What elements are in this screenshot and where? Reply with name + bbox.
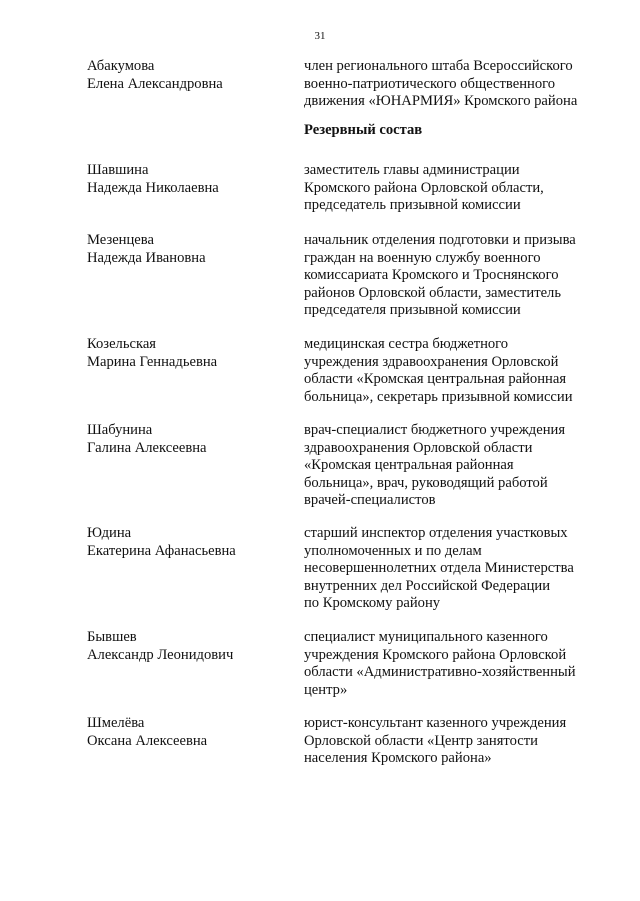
member-surname: Шабунина	[87, 422, 153, 438]
role-line: уполномоченных и по делам	[304, 542, 482, 559]
role-line: начальник отделения подготовки и призыва	[304, 232, 576, 248]
role-line: врачей-специалистов	[304, 492, 436, 508]
member-surname: Абакумова	[87, 58, 155, 74]
member-role	[304, 422, 614, 510]
role-line: юрист-консультант казенного учреждения	[304, 715, 567, 731]
member-given-names: Марина Геннадьевна	[87, 353, 218, 370]
member-given-names: Галина Алексеевна	[87, 439, 207, 456]
member-given-names: Елена Александровна	[87, 75, 223, 92]
member-name	[87, 58, 287, 93]
member-surname: Козельская	[87, 336, 157, 352]
member-name	[87, 232, 287, 267]
role-line: комиссариата Кромского и Троснянского	[304, 267, 559, 283]
member-name	[87, 715, 287, 750]
role-line: здравоохранения Орловской области	[304, 439, 533, 456]
member-given-names: Екатерина Афанасьевна	[87, 542, 236, 559]
member-given-names: Надежда Николаевна	[87, 179, 219, 196]
member-role	[304, 629, 614, 699]
role-line: заместитель главы администрации	[304, 162, 520, 178]
role-line: старший инспектор отделения участковых	[304, 525, 568, 541]
role-line: председатель призывной комиссии	[304, 197, 521, 213]
section-heading: Резервный состав	[304, 122, 423, 138]
role-line: центр»	[304, 681, 348, 698]
member-role	[304, 336, 614, 406]
member-given-names: Александр Леонидович	[87, 646, 234, 663]
member-role	[304, 525, 614, 613]
role-line: внутренних дел Российской Федерации	[304, 577, 551, 594]
member-given-names: Оксана Алексеевна	[87, 732, 208, 749]
role-line: больница», врач, руководящий работой	[304, 474, 548, 491]
role-line: по Кромскому району	[304, 595, 441, 611]
member-name	[87, 525, 287, 560]
member-surname: Бывшев	[87, 629, 137, 645]
page-number: 31	[314, 30, 326, 42]
role-line: учреждения здравоохранения Орловской	[304, 353, 559, 370]
role-line: области «Административно-хозяйственный	[304, 664, 576, 680]
member-surname: Шавшина	[87, 162, 149, 178]
role-line: несовершеннолетних отдела Министерства	[304, 560, 574, 576]
role-line: населения Кромского района»	[304, 750, 492, 766]
role-line: граждан на военную службу военного	[304, 249, 541, 266]
member-role	[304, 232, 614, 320]
member-name	[87, 422, 287, 457]
member-surname: Шмелёва	[87, 715, 145, 731]
member-surname: Юдина	[87, 525, 132, 541]
role-line: военно-патриотического общественного	[304, 75, 556, 92]
role-line: Орловской области «Центр занятости	[304, 732, 538, 749]
member-role	[304, 162, 614, 215]
member-given-names: Надежда Ивановна	[87, 249, 206, 266]
role-line: области «Кромская центральная районная	[304, 371, 567, 387]
role-line: движения «ЮНАРМИЯ» Кромского района	[304, 93, 578, 109]
member-surname: Мезенцева	[87, 232, 154, 248]
member-role	[304, 715, 614, 768]
member-name	[87, 336, 287, 371]
member-name	[87, 162, 287, 197]
role-line: учреждения Кромского района Орловской	[304, 646, 567, 663]
role-line: врач-специалист бюджетного учреждения	[304, 422, 566, 438]
role-line: медицинская сестра бюджетного	[304, 336, 509, 352]
role-line: «Кромская центральная районная	[304, 457, 514, 473]
role-line: районов Орловской области, заместитель	[304, 284, 561, 301]
role-line: председателя призывной комиссии	[304, 302, 521, 318]
role-line: специалист муниципального казенного	[304, 629, 548, 645]
role-line: больница», секретарь призывной комиссии	[304, 388, 573, 405]
member-role	[304, 58, 614, 111]
role-line: член регионального штаба Всероссийского	[304, 58, 573, 74]
role-line: Кромского района Орловской области,	[304, 179, 544, 196]
member-name	[87, 629, 287, 664]
